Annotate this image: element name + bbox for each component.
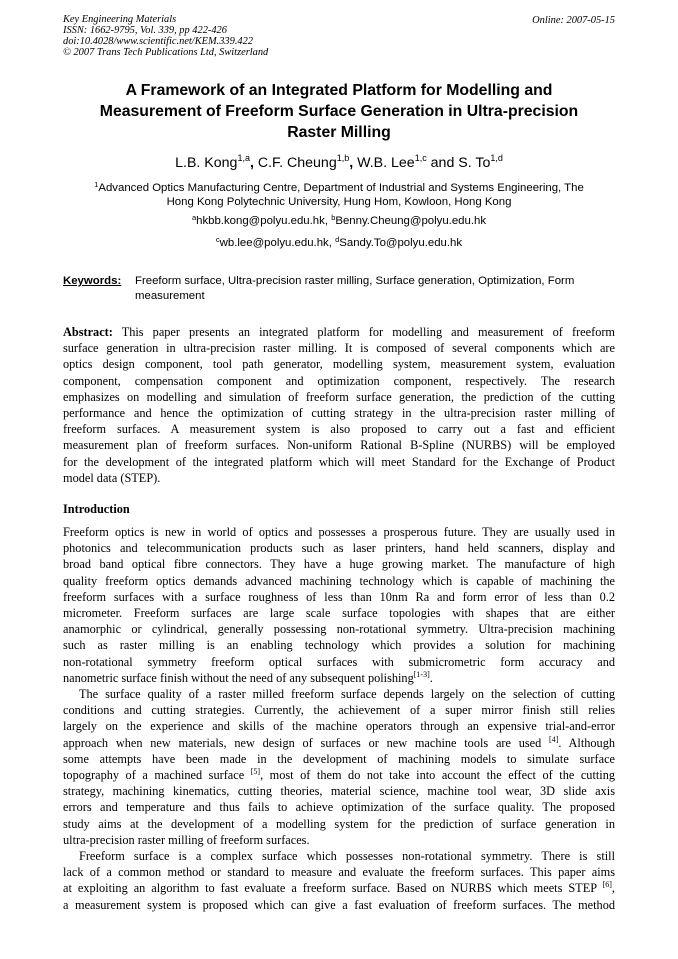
abstract-line: measurement plan of freeform surfaces. Non-uniform Rational B-Spline (NURBS) will be employed <box>63 438 615 453</box>
affiliation-text: Advanced Optics Manufacturing Centre, Department of Industrial and Systems Engineering, The <box>98 182 584 194</box>
body-line: errors and temperature and thus fails to achieve optimization of the surface quality. The proposed <box>63 800 615 815</box>
author-affil-sup: 1,a <box>237 153 250 163</box>
title-line: Raster Milling <box>287 124 391 141</box>
journal-name: Key Engineering Materials <box>63 14 177 25</box>
body-line: Freeform optics is new in world of optics and possesses a prosperous future. They are usually used in <box>63 525 615 539</box>
citation-ref: [1-3] <box>413 669 430 679</box>
email-sup: b <box>331 213 336 222</box>
body-text: topography of a machined surface <box>63 767 245 782</box>
affiliation-line: Hong Kong Polytechnic University, Hung Hom, Kowloon, Hong Kong <box>166 196 512 208</box>
body-line: conditions and cutting strategies. Currently, the achievement of a super mirror finish still relies <box>63 703 615 718</box>
abstract-line: component, compensation component and optimization component, respectively. The research <box>63 373 615 388</box>
abstract-line: This paper presents an integrated platform for modelling and measurement of freeform <box>112 325 615 339</box>
body-line: strategy, machining kinematics, cutting theories, material science, machine tool wear, 3D slide axis <box>63 784 615 799</box>
email-separator: , <box>328 237 336 249</box>
keywords-label <box>63 274 121 289</box>
body-line: broad band optical fibre connectors. They have a huge growing market. The manufacture of high <box>63 557 615 572</box>
abstract-line: emphasizes on modelling and simulation of freeform surface generation, the prediction of the cutting <box>63 389 615 404</box>
citation-ref: [4] <box>549 734 559 744</box>
abstract-line: performance and hence the optimization of cutting strategy in the ultra-precision raster milling of <box>63 405 615 420</box>
body-line: Freeform surface is a complex surface which possesses non-rotational symmetry. There is still <box>79 849 615 863</box>
email-sup: a <box>191 213 197 222</box>
keywords-label-text: Keywords <box>63 275 118 287</box>
keywords-colon: : <box>117 275 122 287</box>
intro-paragraph-2 <box>63 686 615 848</box>
author-name: W.B. Lee <box>357 155 415 171</box>
body-line: study aims at the development of a modelling system for the prediction of surface generation in <box>63 816 615 831</box>
body-line <box>63 880 615 896</box>
keywords-text <box>135 274 623 303</box>
paper-title <box>50 80 628 143</box>
body-line: freeform surfaces with a surface roughness of less than 10nm Ra and form error of less than 0.2 <box>63 589 615 604</box>
abstract-line: model data (STEP). <box>63 470 161 485</box>
email-link[interactable]: wb.lee@polyu.edu.hk <box>219 237 329 249</box>
email-link[interactable]: hkbb.kong@polyu.edu.hk <box>196 215 325 227</box>
author-affil-sup: 1,c <box>414 153 427 163</box>
body-line: quality freeform optics demands advanced machining technology which is capable of machining the <box>63 573 615 588</box>
body-text: , <box>611 881 615 896</box>
body-line: lack of a common method or standard to measure and evaluate the freeform surfaces. This paper aims <box>63 865 615 880</box>
email-sup: c <box>215 235 220 244</box>
intro-paragraph-1 <box>63 524 615 686</box>
keywords-line: Freeform surface, Ultra-precision raster milling, Surface generation, Optimization, Form <box>135 275 575 287</box>
author-separator: , <box>349 155 358 171</box>
author-separator: , <box>249 155 258 171</box>
author-name: S. To <box>458 155 491 171</box>
citation-ref: [5] <box>250 766 261 776</box>
doi-line: doi:10.4028/www.scientific.net/KEM.339.422 <box>63 36 253 47</box>
body-line <box>63 670 615 686</box>
citation-ref: [6] <box>602 880 612 890</box>
online-date: Online: 2007-05-15 <box>532 15 615 26</box>
copyright-line: © 2007 Trans Tech Publications Ltd, Switzerland <box>63 47 269 58</box>
email-link[interactable]: Sandy.To@polyu.edu.hk <box>339 237 463 249</box>
email-sup: d <box>335 235 340 244</box>
keywords-line: measurement <box>135 289 205 302</box>
title-line: Measurement of Freeform Surface Generation in Ultra-precision <box>99 103 579 120</box>
body-line: a measurement system is proposed which can give a fast evaluation of freeform surfaces. The method <box>63 897 615 912</box>
issn-line: ISSN: 1662-9795, Vol. 339, pp 422-426 <box>63 25 227 36</box>
body-text: at exploiting an algorithm to fast evaluate a freeform surface. Based on NURBS which meets STEP <box>63 881 597 896</box>
body-line: ultra-precision raster milling of freeform surfaces. <box>63 832 310 847</box>
author-separator: and <box>426 155 459 171</box>
author-name: C.F. Cheung <box>257 155 337 171</box>
body-text: , most of them do not take into account the effect of the cutting <box>260 767 615 782</box>
body-line: micrometer. Freeform surfaces are large scale surface topologies with shapes that are either <box>63 605 615 620</box>
body-line <box>63 767 615 783</box>
body-text: approach when new materials, new design of surfaces or new machine tools are used <box>63 735 542 750</box>
body-text: . Although <box>558 735 615 750</box>
body-line: largely on the experience and skills of the machine operators through an expensive trial-and-error <box>63 719 615 734</box>
author-name: L.B. Kong <box>175 155 238 171</box>
abstract-label: Abstract: <box>63 325 113 339</box>
email-separator: , <box>324 215 332 227</box>
abstract-line: optics design component, tool path generator, modelling system, measurement system, evaluation <box>63 357 615 372</box>
email-link[interactable]: Benny.Cheung@polyu.edu.hk <box>335 215 487 227</box>
abstract-line: for the development of the integrated platform which will meet Standard for the Exchange of Product <box>63 454 615 469</box>
body-text: . <box>429 670 433 685</box>
abstract-line: surface generation in ultra-precision raster milling. It is composed of several components which are <box>63 341 615 356</box>
email-line <box>60 214 618 229</box>
author-affil-sup: 1,b <box>336 153 350 163</box>
abstract-paragraph <box>63 324 615 486</box>
body-line: non-rotational symmetry freeform optical surfaces with submicrometric form accuracy and <box>63 654 615 669</box>
body-line: anamorphic or cylindrical, generally possessing non-rotational symmetry. Ultra-precision machining <box>63 622 615 637</box>
email-line <box>60 236 618 251</box>
body-line: photonics and telecommunication products such as laser printers, hand held scanners, display and <box>63 541 615 556</box>
body-line: such as raster milling is an enabling technology which provides a solution for machining <box>63 638 615 653</box>
author-list <box>0 154 678 172</box>
body-text: nanometric surface finish without the need of any subsequent polishing <box>63 670 414 685</box>
affiliation-line <box>60 181 618 196</box>
author-affil-sup: 1,d <box>490 153 503 163</box>
intro-paragraph-3 <box>63 848 615 913</box>
section-heading-introduction: Introduction <box>63 502 130 516</box>
body-line: some attempts have been made in the development of machining models to simulate surface <box>63 751 615 766</box>
abstract-line: freeform surfaces. A measurement system is also proposed to carry out a fast and efficient <box>63 422 615 437</box>
body-line <box>63 735 615 751</box>
body-line: The surface quality of a raster milled freeform surface depends largely on the selection of cutting <box>79 687 615 701</box>
title-line: A Framework of an Integrated Platform for Modelling and <box>125 82 553 99</box>
affil-sup: 1 <box>94 180 99 189</box>
